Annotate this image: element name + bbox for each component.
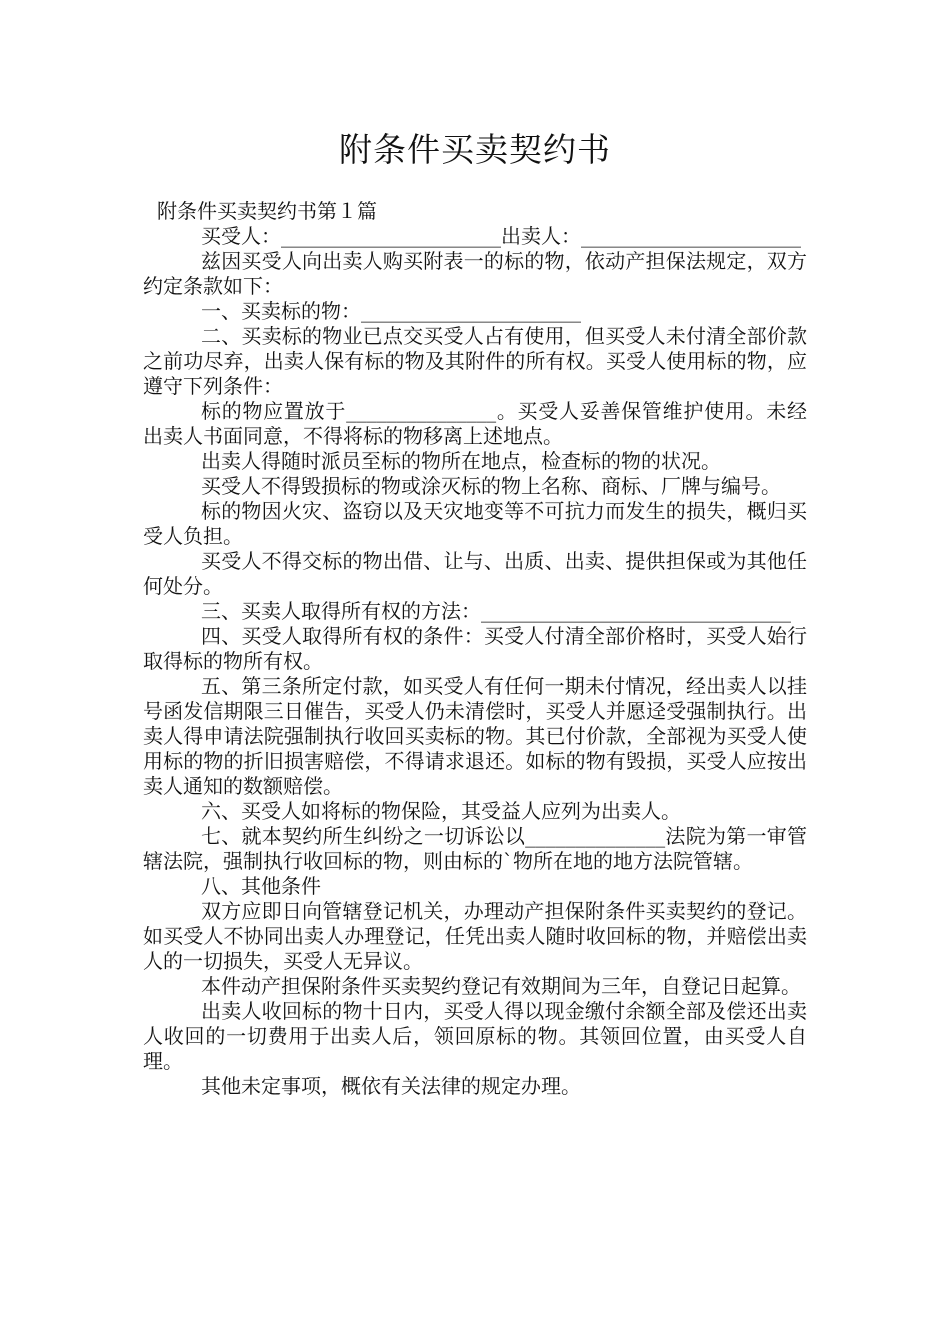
paragraph: 其他未定事项，概依有关法律的规定办理。 — [201, 1074, 581, 1098]
paragraph: 双方应即日向管辖登记机关，办理动产担保附条件买卖契约的登记。如买受人不协同出卖人办理登记，任凭出卖人随时收回标的物，并赔偿出卖人的一切损失，买受人无异议。 — [143, 899, 807, 973]
paragraph: 买受人不得毁损标的物或涂灭标的物上名称、商标、厂牌与编号。 — [201, 474, 781, 498]
paragraph: 五、第三条所定付款，如买受人有任何一期未付情况，经出卖人以挂号函发信期限三日催告，买受人仍未清偿时，买受人并愿迳受强制执行。出卖人得申请法院强制执行收回买卖标的物。其已付价款，全部视为买受人使用标的物的折旧损害赔偿，不得请求退还。如标的物有毁损，买受人应按出卖人通知的数额赔偿。 — [143, 674, 807, 798]
paragraph: 三、买卖人取得所有权的方法：_______________________________ — [201, 599, 791, 623]
paragraph: 兹因买受人向出卖人购买附表一的标的物，依动产担保法规定，双方约定条款如下： — [143, 249, 807, 298]
paragraph: 买受人不得交标的物出借、让与、出质、出卖、提供担保或为其他任何处分。 — [143, 549, 807, 598]
document-body — [143, 199, 807, 1099]
paragraph: 出卖人收回标的物十日内，买受人得以现金缴付余额全部及偿还出卖人收回的一切费用于出卖人后，领回原标的物。其领回位置，由买受人自理。 — [143, 999, 807, 1073]
paragraph: 四、买受人取得所有权的条件：买受人付清全部价格时，买受人始行取得标的物所有权。 — [143, 624, 807, 673]
paragraph: 二、买卖标的物业已点交买受人占有使用，但买受人未付清全部价款之前功尽弃，出卖人保有标的物及其附件的所有权。买受人使用标的物，应遵守下列条件： — [143, 324, 807, 398]
paragraph: 七、就本契约所生纠纷之一切诉讼以______________法院为第一审管辖法院，强制执行收回标的物，则由标的`物所在地的地方法院管辖。 — [143, 824, 807, 873]
paragraph: 标的物因火灾、盗窃以及天灾地变等不可抗力而发生的损失，概归买受人负担。 — [143, 499, 807, 548]
paragraph: 买受人：______________________出卖人：______________________ — [201, 224, 801, 248]
paragraph: 八、其他条件 — [201, 874, 321, 898]
document-title: 附条件买卖契约书 — [339, 130, 611, 169]
paragraph: 本件动产担保附条件买卖契约登记有效期间为三年，自登记日起算。 — [201, 974, 801, 998]
paragraph: 出卖人得随时派员至标的物所在地点，检查标的物的状况。 — [201, 449, 721, 473]
paragraph: 标的物应置放于_______________。买受人妥善保管维护使用。未经出卖人书面同意，不得将标的物移离上述地点。 — [143, 399, 807, 448]
paragraph: 六、买受人如将标的物保险，其受益人应列为出卖人。 — [201, 799, 681, 823]
paragraph: 一、买卖标的物：______________________ — [201, 299, 581, 323]
section-heading: 附条件买卖契约书第１篇 — [157, 199, 377, 223]
